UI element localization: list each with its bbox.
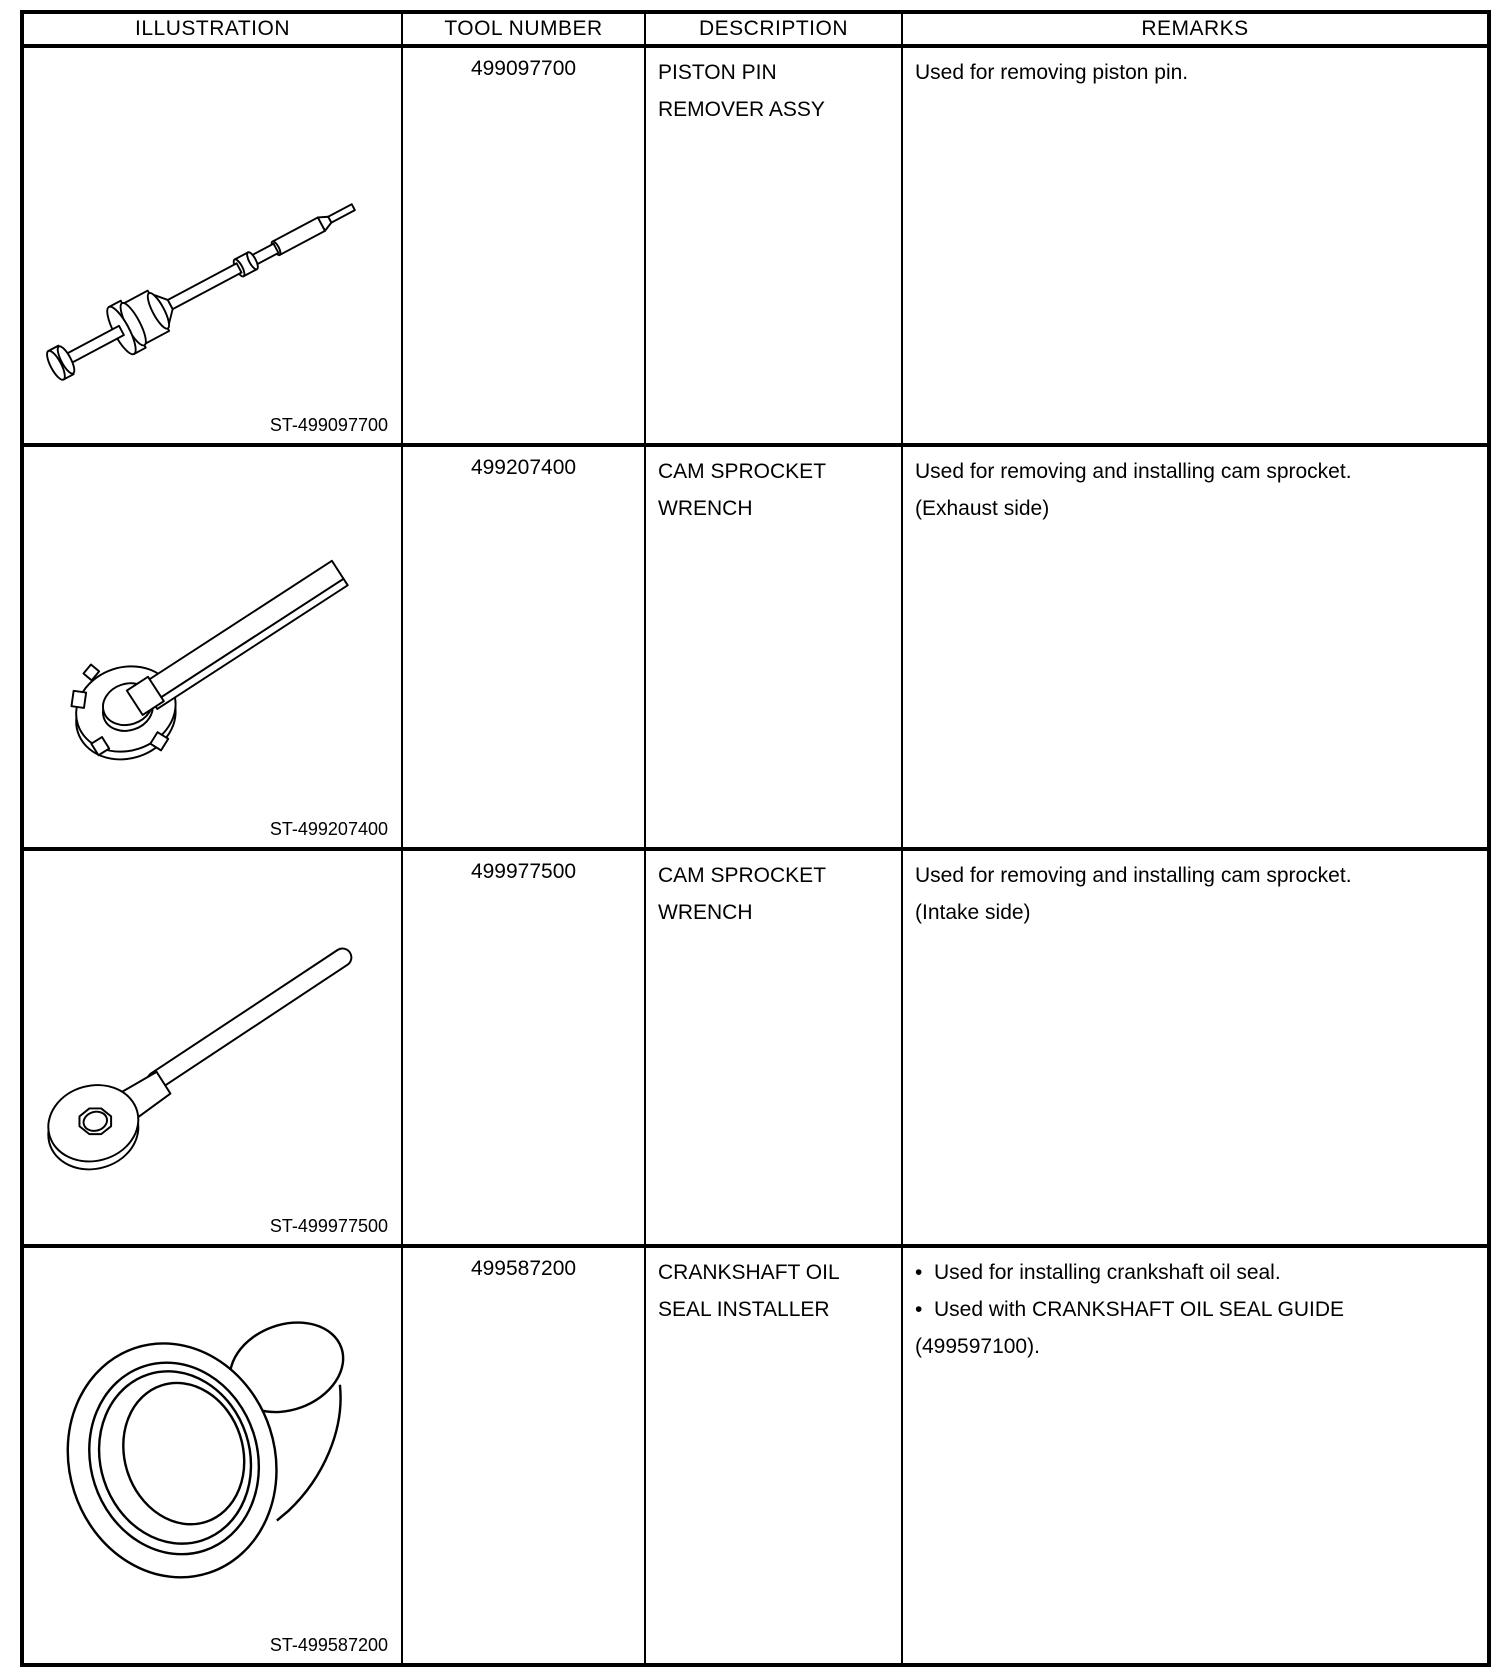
tool-number: 499587200 — [470, 1257, 577, 1280]
table-row — [22, 46, 1489, 445]
remarks-cell — [902, 1246, 1489, 1665]
tool-number-cell — [402, 445, 645, 849]
description-line: WRENCH — [658, 497, 753, 520]
cam-sprocket-wrench-exhaust-illustration-icon — [56, 537, 386, 782]
remarks-cell — [902, 46, 1489, 445]
piston-pin-remover-illustration-icon — [34, 138, 386, 438]
remark-line: Used for removing piston pin. — [915, 61, 1189, 84]
description-line: CAM SPROCKET — [658, 460, 827, 483]
illustration-caption: ST-499207400 — [269, 819, 388, 839]
tool-number: 499097700 — [470, 57, 577, 80]
illustration-cell — [22, 445, 402, 849]
description-line: PISTON PIN — [658, 61, 777, 84]
illustration-cell — [22, 46, 402, 445]
remarks-cell — [902, 849, 1489, 1246]
cam-sprocket-wrench-intake-illustration-icon — [32, 929, 388, 1187]
tool-number-cell — [402, 46, 645, 445]
col-header-description: DESCRIPTION — [645, 12, 902, 46]
special-tools-table — [20, 10, 1491, 1667]
remark-line: • Used with CRANKSHAFT OIL SEAL GUIDE — [915, 1298, 1345, 1321]
col-header-tool-number: TOOL NUMBER — [402, 12, 645, 46]
description-line: REMOVER ASSY — [658, 98, 825, 121]
tool-number: 499207400 — [470, 456, 577, 479]
illustration-caption: ST-499977500 — [269, 1216, 388, 1236]
tool-number-cell — [402, 849, 645, 1246]
table-row — [22, 445, 1489, 849]
col-header-illustration: ILLUSTRATION — [22, 12, 402, 46]
illustration-cell — [22, 1246, 402, 1665]
remark-line: • Used for installing crankshaft oil seal. — [915, 1261, 1281, 1284]
illustration-caption: ST-499097700 — [269, 415, 388, 435]
table-header-row — [22, 12, 1489, 46]
remark-line: Used for removing and installing cam sprocket. — [915, 460, 1352, 483]
description-cell — [645, 849, 902, 1246]
description-cell — [645, 1246, 902, 1665]
description-cell — [645, 445, 902, 849]
tool-number-cell — [402, 1246, 645, 1665]
description-line: CRANKSHAFT OIL — [658, 1261, 840, 1284]
description-cell — [645, 46, 902, 445]
col-header-remarks: REMARKS — [902, 12, 1489, 46]
remark-line: Used for removing and installing cam sprocket. — [915, 864, 1352, 887]
illustration-caption: ST-499587200 — [269, 1635, 388, 1655]
crankshaft-oil-seal-installer-illustration-icon — [48, 1276, 368, 1606]
tool-number: 499977500 — [470, 860, 577, 883]
remarks-cell — [902, 445, 1489, 849]
remark-line: (Exhaust side) — [915, 497, 1050, 520]
description-line: WRENCH — [658, 901, 753, 924]
table-row — [22, 849, 1489, 1246]
description-line: CAM SPROCKET — [658, 864, 827, 887]
illustration-cell — [22, 849, 402, 1246]
remark-line: (Intake side) — [915, 901, 1031, 924]
description-line: SEAL INSTALLER — [658, 1298, 830, 1321]
remark-line: (499597100). — [915, 1335, 1040, 1358]
table-row — [22, 1246, 1489, 1665]
